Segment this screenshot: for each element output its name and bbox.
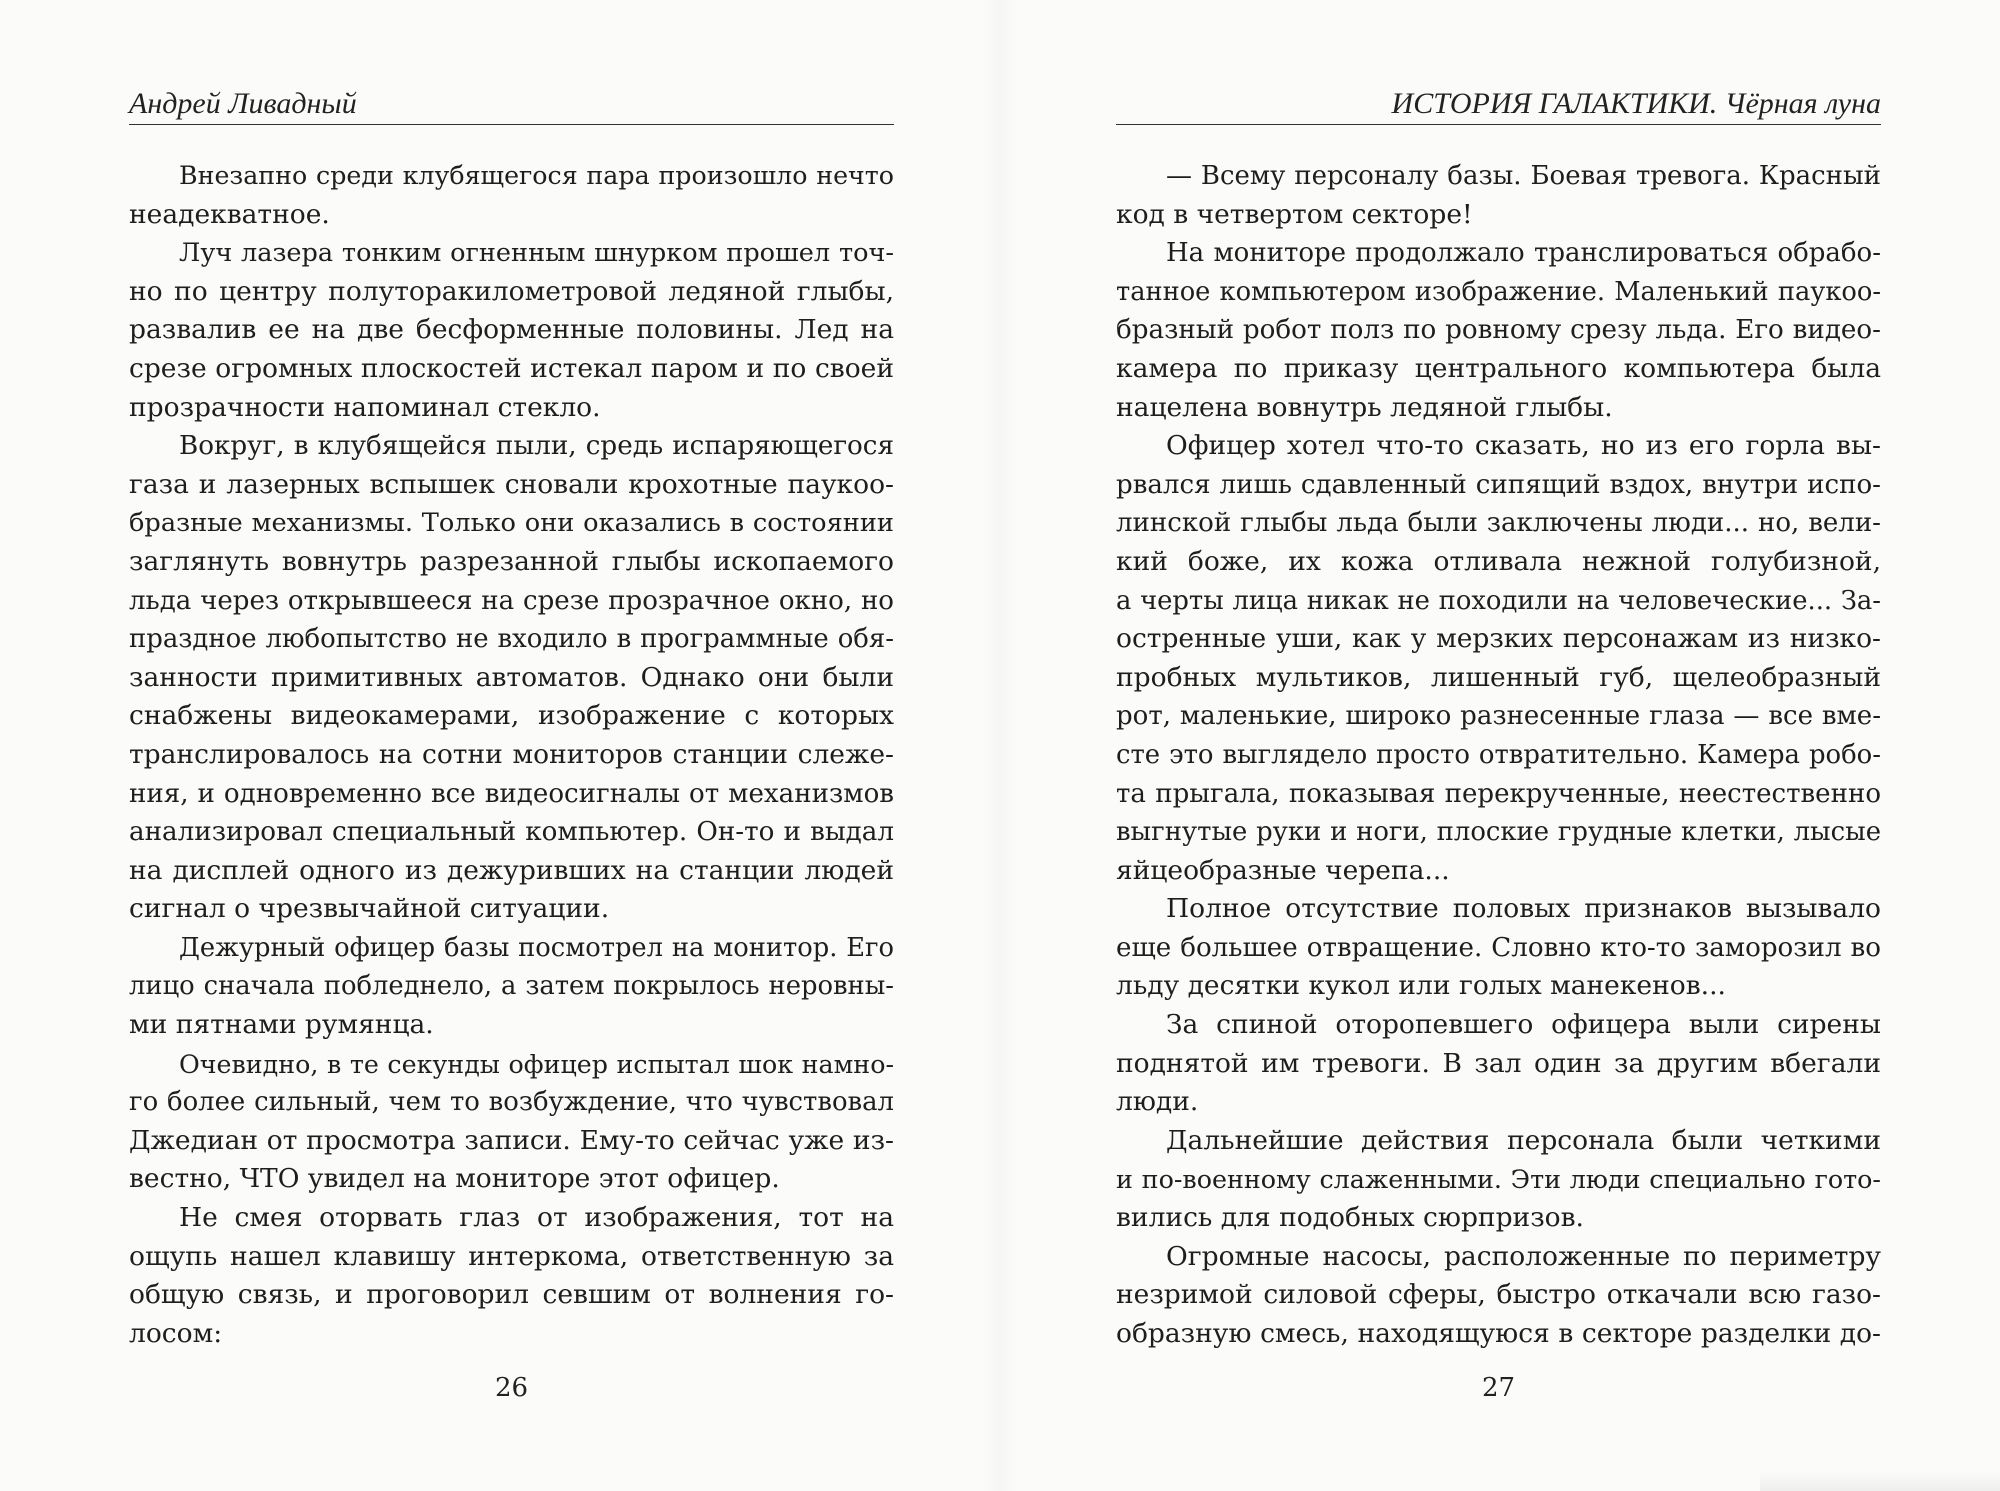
text-line: яйцеобразные черепа... — [1116, 854, 1450, 886]
text-line: снабжены видеокамерами, изображение с которых — [129, 700, 894, 732]
text-line: поднятой им тревоги. В зал один за другим вбегали — [1116, 1047, 1881, 1079]
text-line: бразный робот полз по ровному срезу льда. Его видео- — [1116, 315, 1881, 346]
text-line: Дальнейшие действия персонала были четкими — [1166, 1124, 1881, 1156]
text-line: прозрачности напоминал стекло. — [129, 391, 601, 423]
text-line: льда через открывшееся на срезе прозрачное окно, но — [129, 585, 894, 616]
text-line: На мониторе продолжало транслироваться обрабо- — [1166, 238, 1881, 269]
text-line: праздное любопытство не входило в программные обя- — [129, 624, 894, 655]
text-line: Полное отсутствие половых признаков вызывало — [1166, 893, 1881, 925]
text-line: ния, и одновременно все видеосигналы от механизмов — [129, 778, 894, 809]
text-line: ощупь нашел клавишу интеркома, ответственную за — [129, 1240, 894, 1272]
text-line: и по-военному слаженными. Эти люди специально гото- — [1116, 1164, 1881, 1195]
body-text — [1116, 157, 1881, 1353]
left-page — [129, 0, 894, 1491]
text-line: сигнал о чрезвычайной ситуации. — [129, 893, 610, 925]
text-line: вестно, ЧТО увидел на мониторе этот офицер. — [129, 1163, 780, 1195]
text-line: выгнутые руки и ноги, плоские грудные клетки, лысые — [1116, 817, 1881, 848]
text-line: Офицер хотел что-то сказать, но из его горла вы- — [1166, 430, 1881, 462]
spine-gutter — [985, 0, 1015, 1491]
text-line: код в четвертом секторе! — [1116, 198, 1473, 230]
text-line: сте это выглядело просто отвратительно. Камера робо- — [1116, 739, 1881, 770]
text-line: неадекватное. — [129, 198, 330, 230]
text-line: кий боже, их кожа отливала нежной голубизной, — [1116, 545, 1881, 577]
text-line: газа и лазерных вспышек сновали крохотные паукоо- — [129, 468, 894, 500]
text-line: Джедиан от просмотра записи. Ему-то сейчас уже из- — [129, 1124, 894, 1156]
text-line: камера по приказу центрального компьютера была — [1116, 352, 1881, 384]
text-line: транслировалось на сотни мониторов станции слеже- — [129, 738, 894, 770]
text-line: Очевидно, в те секунды офицер испытал шок намно- — [179, 1048, 894, 1079]
text-line: образную смесь, находящуюся в секторе разделки до- — [1116, 1317, 1881, 1349]
text-line: рвался лишь сдавленный сипящий вздох, внутри испо- — [1116, 469, 1881, 500]
text-line: остренные уши, как у мерзких персонажам из низко- — [1116, 623, 1881, 655]
body-text — [129, 157, 894, 1353]
text-line: Вокруг, в клубящейся пыли, средь испаряющегося — [179, 431, 894, 462]
text-line: еще большее отвращение. Словно кто-то заморозил во — [1116, 932, 1881, 963]
text-line: та прыгала, показывая перекрученные, неестественно — [1116, 778, 1881, 809]
text-line: развалив ее на две бесформенные половины. Лед на — [129, 314, 894, 346]
text-line: нацелена вовнутрь ледяной глыбы. — [1116, 391, 1613, 423]
text-line: Внезапно среди клубящегося пара произошло нечто — [179, 161, 894, 190]
running-head-author: Андрей Ливадный — [129, 87, 357, 120]
text-line: Огромные насосы, расположенные по периметру — [1166, 1240, 1881, 1272]
header-rule — [1116, 124, 1881, 125]
text-line: на дисплей одного из дежуривших на станции людей — [129, 854, 894, 886]
text-line: заглянуть вовнутрь разрезанной глыбы ископаемого — [129, 545, 894, 577]
text-line: лосом: — [129, 1317, 223, 1349]
text-line: незримой силовой сферы, быстро откачали всю газо- — [1116, 1279, 1881, 1311]
text-line: линской глыбы льда были заключены люди... но, вели- — [1116, 508, 1881, 539]
right-page — [1116, 0, 1881, 1491]
text-line: ми пятнами румянца. — [129, 1009, 434, 1041]
text-line: но по центру полуторакилометровой ледяной глыбы, — [129, 275, 894, 307]
text-line: За спиной оторопевшего офицера выли сирены — [1166, 1009, 1881, 1041]
text-line: лицо сначала побледнело, а затем покрылось неровны- — [129, 971, 894, 1002]
text-line: — Всему персоналу базы. Боевая тревога. Красный — [1166, 161, 1881, 191]
page-edge-shadow — [1760, 1471, 2000, 1491]
running-head-title: ИСТОРИЯ ГАЛАКТИКИ. Чёрная луна — [1391, 87, 1881, 120]
text-line: танное компьютером изображение. Маленький паукоо- — [1116, 276, 1881, 307]
text-line: Дежурный офицер базы посмотрел на монитор. Его — [179, 932, 894, 963]
header-rule — [129, 124, 894, 125]
text-line: занности примитивных автоматов. Однако они были — [129, 661, 894, 693]
text-line: срезе огромных плоскостей истекал паром и по своей — [129, 352, 894, 384]
text-line: Луч лазера тонким огненным шнурком прошел точ- — [179, 238, 894, 269]
text-line: люди. — [1116, 1086, 1199, 1118]
text-line: го более сильный, чем то возбуждение, что чувствовал — [129, 1087, 894, 1118]
text-line: вились для подобных сюрпризов. — [1116, 1202, 1584, 1234]
text-line: а черты лица никак не походили на человеческие... За- — [1116, 585, 1881, 616]
text-line: рот, маленькие, широко разнесенные глаза — все вме- — [1116, 701, 1881, 732]
text-line: льду десятки кукол или голых манекенов... — [1116, 970, 1726, 1002]
text-line: анализировал специальный компьютер. Он-то и выдал — [129, 817, 894, 848]
text-line: пробных мультиков, лишенный губ, щелеобразный — [1116, 661, 1881, 693]
text-line: общую связь, и проговорил севшим от волнения го- — [129, 1279, 894, 1311]
text-line: Не смея оторвать глаз от изображения, тот на — [179, 1202, 894, 1234]
page-number: 27 — [1481, 1373, 1516, 1403]
page-number: 26 — [494, 1373, 529, 1403]
text-line: бразные механизмы. Только они оказались в состоянии — [129, 508, 894, 539]
